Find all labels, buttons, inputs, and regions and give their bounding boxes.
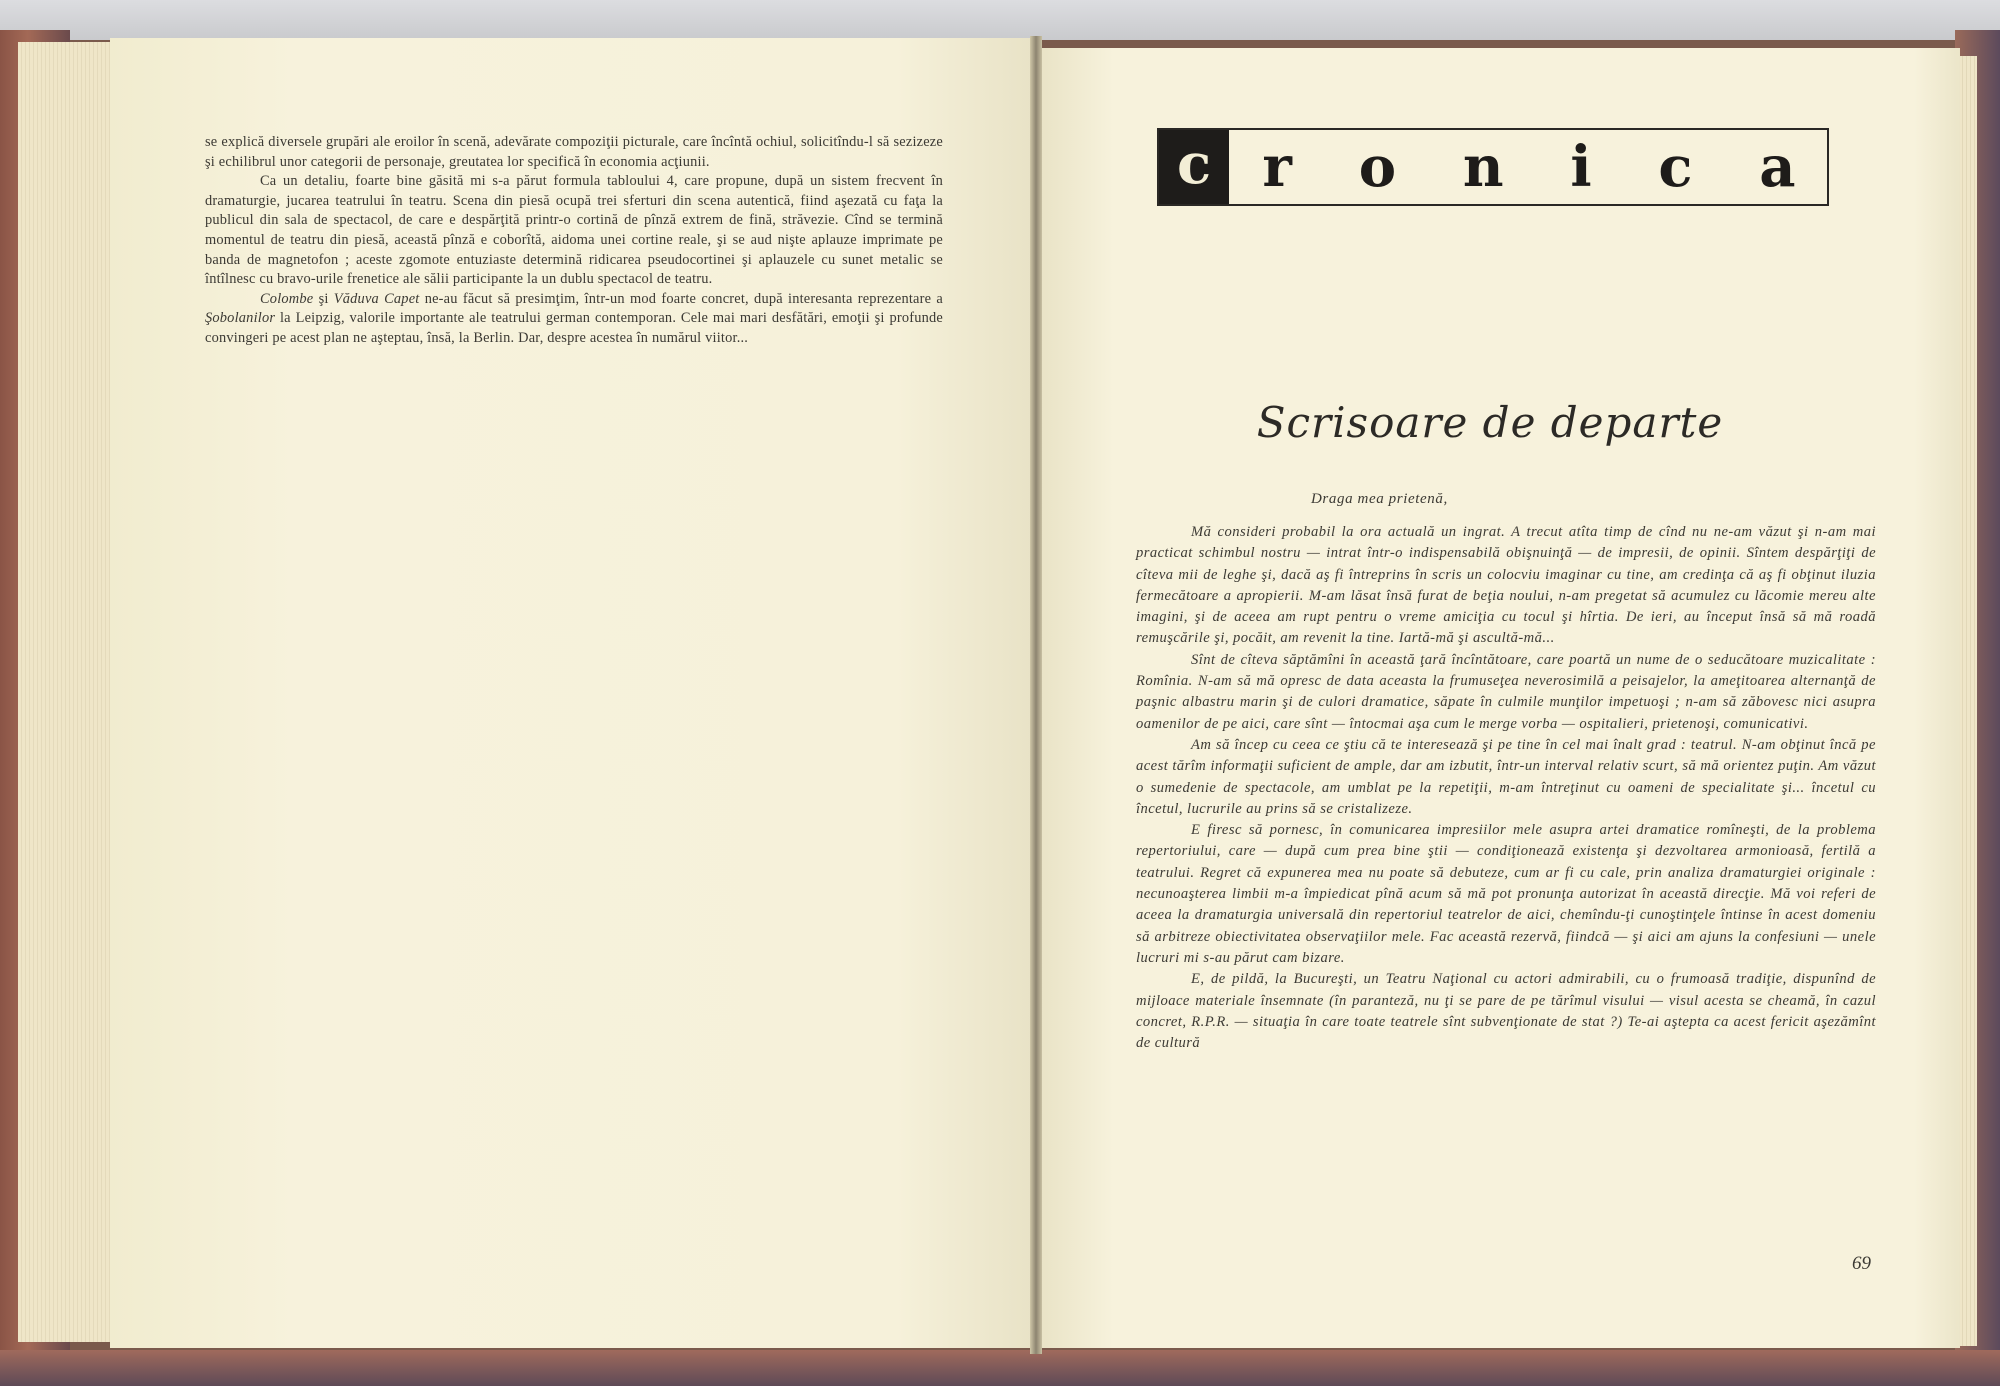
text-end: la Leipzig, valorile importante ale teatrului german contemporan. Cele mai mari desfătări, emoţii şi profunde convingeri pe acest plan ne aşteptau, însă, la Berlin. Dar, despre acestea în numărul viitor...	[205, 310, 943, 346]
section-header-letter: n	[1462, 134, 1504, 200]
section-header-first-letter: c	[1159, 130, 1229, 204]
section-header-letter: r	[1262, 134, 1292, 200]
left-page-text	[205, 133, 943, 349]
left-paragraph-2: Ca un detaliu, foarte bine găsită mi s-a părut formula tabloului 4, care propune, după un sistem frecvent în dramaturgie, jucarea teatrului în teatru. Scena din piesă ocupă trei sferturi din scena autentică, fiind aşezată cu faţa la publicul din sala de spectacol, de care e despărţită printr-o cortină de pînză extrem de fină, străvezie. Cînd se termină momentul de teatru din piesă, această pînză e coborîtă, aidoma unei cortine reale, şi se aud nişte aplauze imprimate pe banda de magnetofon ; aceste zgomote entuziaste determină ridicarea pseudocortinei şi aplauzele cu sunet metalic se întîlnesc cu bravo-urile frenetice ale sălii participante la un dublu spectacol de teatru.	[205, 173, 943, 288]
page-edges-left	[18, 42, 118, 1342]
text-joiner: şi	[313, 290, 334, 307]
left-paragraph-1: se explică diversele grupări ale eroilor în scenă, adevărate compoziţii picturale, care încîntă ochiul, solicitîndu-l să sezizeze şi echilibrul unor categorii de personaje, greutatea lor specifică în economia acţiunii.	[205, 134, 943, 170]
left-paragraph-3	[205, 290, 943, 349]
page-number: 69	[1852, 1253, 1871, 1274]
binding-bottom	[0, 1350, 2000, 1386]
play-title-vaduva-capet: Văduva Capet	[333, 290, 420, 307]
book-gutter	[1030, 36, 1042, 1354]
text-middle: ne-au făcut să presimţim, într-un mod foarte concret, după interesanta reprezentare a	[419, 290, 943, 307]
letter-title: Scrisoare de departe	[1256, 398, 1724, 447]
right-paragraph-1: Mă consideri probabil la ora actuală un ingrat. A trecut atîta timp de cînd nu ne-am văzut şi n-am mai practicat schimbul nostru — intrat într-o indispensabilă obişnuinţă — de impresii, de opinii. Sîntem despărţiţi de cîteva mii de leghe şi, dacă aş fi întreprins în scris un colocviu imaginar cu tine, am credinţa că aş fi obţinut iluzia fermecătoare a apropierii. M-am lăsat însă furat de beţia noului, n-am pregetat să acumulez cu lăcomie mereu alte imagini, şi de aceea am rupt pentru o vreme amiciţia cu tocul şi hîrtia. De ieri, au început însă să mă roadă remuşcările şi, pocăit, am revenit la tine. Iartă-mă şi ascultă-mă...	[1136, 524, 1876, 647]
section-header-letter: a	[1759, 134, 1796, 200]
section-header-letters	[1229, 130, 1829, 204]
section-header-cronica	[1157, 128, 1829, 206]
play-title-sobolanilor: Şobolanilor	[205, 310, 276, 327]
right-paragraph-5: E, de pildă, la Bucureşti, un Teatru Naţional cu actori admirabili, cu o frumoasă tradiţie, dispunînd de mijloace materiale însemnate (în paranteză, nu ţi se pare de pe tărîmul visului — visul acesta se cheamă, în cazul concret, R.P.R. — situaţia în care toate teatrele sînt subvenţionate de stat ?) Te-ai aştepta ca acest fericit aşezămînt de cultură	[1136, 971, 1876, 1052]
letter-salutation: Draga mea prietenă,	[1311, 491, 1448, 507]
section-header-letter: i	[1570, 134, 1592, 200]
right-paragraph-2: Sînt de cîteva săptămîni în această ţară încîntătoare, care poartă un nume de o seducătoare muzicalitate : Romînia. N-am să mă opresc de data aceasta la frumuseţea neverosimilă a peisajelor, la ameţitoarea alternanţă de paşnic albastru marin şi de culori dramatice, săpate în culmile munţilor impetuoşi ; n-am să zăbovesc nici asupra oamenilor de pe aici, care sînt — întocmai aşa cum le merge vorba — ospitalieri, prietenoşi, comunicativi.	[1136, 651, 1876, 732]
play-title-colombe: Colombe	[260, 290, 314, 307]
right-page-text	[1136, 522, 1876, 1054]
section-header-letter: o	[1358, 134, 1397, 200]
right-paragraph-4: E firesc să pornesc, în comunicarea impresiilor mele asupra artei dramatice romîneşti, de la problema repertoriului, care — după cum prea bine ştii — condiţionează existenţa şi dezvoltarea armonioasă, fertilă a teatrului. Regret că expunerea mea nu poate să debuteze, cum ar fi cu cale, prin analiza dramaturgiei originale : necunoaşterea limbii m-a împiedicat pînă acum să mă pot pronunţa autorizat în această direcţie. Mă voi referi de aceea la dramaturgia universală din repertoriul teatrelor de aici, chemîndu-ţi cunoştinţele întinse în acest domeniu să arbitreze obiectivitatea observaţiilor mele. Fac această rezervă, fiindcă — şi aici am ajuns la confesiuni — unele lucruri mi s-au părut cam bizare.	[1136, 822, 1876, 966]
section-header-letter: c	[1658, 134, 1693, 200]
binding-top	[0, 0, 2000, 40]
right-paragraph-3: Am să încep cu ceea ce ştiu că te interesează şi pe tine în cel mai înalt grad : teatrul. N-am obţinut încă pe acest tărîm informaţii suficient de ample, dar am izbutit, într-un interval relativ scurt, să mă orientez puţin. Am văzut o sumedenie de spectacole, am umblat pe la repetiţii, m-am întreţinut cu oameni de specialitate şi... încetul cu încetul, lucrurile au prins să se cristalizeze.	[1136, 736, 1876, 817]
